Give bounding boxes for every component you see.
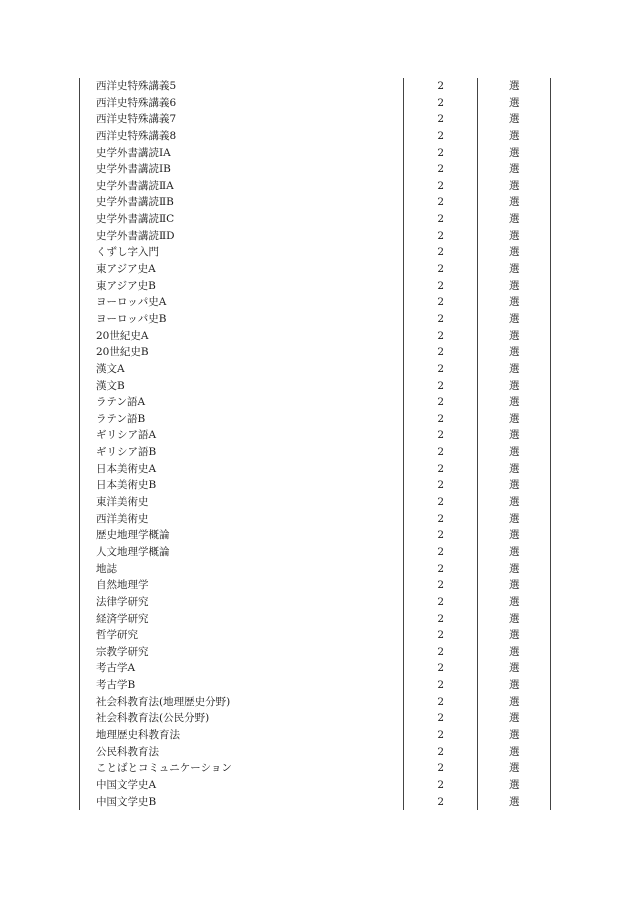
- course-name: 漢文A: [79, 361, 403, 378]
- table-row: [79, 378, 551, 395]
- course-type: 選: [477, 444, 551, 461]
- course-credits: 2: [403, 561, 478, 578]
- course-type: 選: [477, 561, 551, 578]
- table-row: [79, 694, 551, 711]
- course-name: 中国文学史B: [79, 794, 403, 811]
- course-credits: 2: [403, 677, 478, 694]
- table-row: [79, 611, 551, 628]
- course-credits: 2: [403, 111, 478, 128]
- table-row: [79, 710, 551, 727]
- course-type: 選: [477, 727, 551, 744]
- table-row: [79, 461, 551, 478]
- table-row: [79, 794, 551, 811]
- course-credits: 2: [403, 228, 478, 245]
- table-row: [79, 411, 551, 428]
- course-name: 経済学研究: [79, 611, 403, 628]
- course-type: 選: [477, 211, 551, 228]
- course-name: 考古学A: [79, 660, 403, 677]
- table-row: [79, 328, 551, 345]
- table-row: [79, 644, 551, 661]
- course-credits: 2: [403, 594, 478, 611]
- course-name: 史学外書講読ⅠA: [79, 145, 403, 162]
- course-credits: 2: [403, 411, 478, 428]
- course-type: 選: [477, 261, 551, 278]
- course-credits: 2: [403, 777, 478, 794]
- course-type: 選: [477, 511, 551, 528]
- course-name: 史学外書講読ⅡB: [79, 194, 403, 211]
- course-credits: 2: [403, 511, 478, 528]
- course-credits: 2: [403, 494, 478, 511]
- course-name: ことばとコミュニケーション: [79, 760, 403, 777]
- course-credits: 2: [403, 727, 478, 744]
- course-type: 選: [477, 311, 551, 328]
- course-type: 選: [477, 344, 551, 361]
- course-name: 日本美術史B: [79, 477, 403, 494]
- course-credits: 2: [403, 427, 478, 444]
- table-row: [79, 511, 551, 528]
- table-row: [79, 344, 551, 361]
- course-type: 選: [477, 544, 551, 561]
- course-name: 宗教学研究: [79, 644, 403, 661]
- course-type: 選: [477, 161, 551, 178]
- course-type: 選: [477, 744, 551, 761]
- course-name: 西洋美術史: [79, 511, 403, 528]
- table-row: [79, 278, 551, 295]
- course-name: 社会科教育法(地理歴史分野): [79, 694, 403, 711]
- course-type: 選: [477, 660, 551, 677]
- course-credits: 2: [403, 261, 478, 278]
- course-credits: 2: [403, 444, 478, 461]
- course-name: 西洋史特殊講義6: [79, 95, 403, 112]
- table-row: [79, 744, 551, 761]
- course-type: 選: [477, 777, 551, 794]
- course-type: 選: [477, 677, 551, 694]
- course-name: 漢文B: [79, 378, 403, 395]
- course-type: 選: [477, 145, 551, 162]
- course-name: 西洋史特殊講義7: [79, 111, 403, 128]
- course-credits: 2: [403, 361, 478, 378]
- course-credits: 2: [403, 311, 478, 328]
- course-name: 地誌: [79, 561, 403, 578]
- table-row: [79, 677, 551, 694]
- course-type: 選: [477, 494, 551, 511]
- course-type: 選: [477, 361, 551, 378]
- table-row: [79, 760, 551, 777]
- table-row: [79, 777, 551, 794]
- table-row: [79, 261, 551, 278]
- course-name: ラテン語B: [79, 411, 403, 428]
- course-credits: 2: [403, 145, 478, 162]
- course-name: 東アジア史B: [79, 278, 403, 295]
- course-name: 考古学B: [79, 677, 403, 694]
- course-type: 選: [477, 278, 551, 295]
- course-name: 公民科教育法: [79, 744, 403, 761]
- course-credits: 2: [403, 760, 478, 777]
- course-table: [79, 78, 551, 810]
- table-row: [79, 394, 551, 411]
- table-row: [79, 111, 551, 128]
- table-row: [79, 427, 551, 444]
- course-type: 選: [477, 627, 551, 644]
- course-name: 人文地理学概論: [79, 544, 403, 561]
- course-type: 選: [477, 194, 551, 211]
- course-type: 選: [477, 794, 551, 811]
- course-credits: 2: [403, 78, 478, 95]
- course-type: 選: [477, 328, 551, 345]
- table-row: [79, 444, 551, 461]
- course-name: 東洋美術史: [79, 494, 403, 511]
- table-row: [79, 477, 551, 494]
- course-credits: 2: [403, 644, 478, 661]
- course-credits: 2: [403, 194, 478, 211]
- course-type: 選: [477, 228, 551, 245]
- table-row: [79, 577, 551, 594]
- table-row: [79, 594, 551, 611]
- table-row: [79, 294, 551, 311]
- table-row: [79, 544, 551, 561]
- course-type: 選: [477, 78, 551, 95]
- course-credits: 2: [403, 244, 478, 261]
- course-type: 選: [477, 577, 551, 594]
- course-type: 選: [477, 178, 551, 195]
- course-credits: 2: [403, 744, 478, 761]
- course-type: 選: [477, 378, 551, 395]
- table-row: [79, 128, 551, 145]
- course-type: 選: [477, 244, 551, 261]
- course-name: 哲学研究: [79, 627, 403, 644]
- course-name: 社会科教育法(公民分野): [79, 710, 403, 727]
- course-credits: 2: [403, 128, 478, 145]
- table-row: [79, 361, 551, 378]
- course-type: 選: [477, 594, 551, 611]
- course-credits: 2: [403, 211, 478, 228]
- course-name: 自然地理学: [79, 577, 403, 594]
- course-type: 選: [477, 527, 551, 544]
- course-credits: 2: [403, 294, 478, 311]
- course-credits: 2: [403, 161, 478, 178]
- table-row: [79, 178, 551, 195]
- course-credits: 2: [403, 544, 478, 561]
- course-name: 20世紀史A: [79, 328, 403, 345]
- course-name: 20世紀史B: [79, 344, 403, 361]
- course-name: 西洋史特殊講義8: [79, 128, 403, 145]
- course-type: 選: [477, 128, 551, 145]
- course-type: 選: [477, 427, 551, 444]
- table-row: [79, 194, 551, 211]
- course-credits: 2: [403, 278, 478, 295]
- table-row: [79, 494, 551, 511]
- course-type: 選: [477, 644, 551, 661]
- course-name: ギリシア語A: [79, 427, 403, 444]
- course-credits: 2: [403, 178, 478, 195]
- course-name: 西洋史特殊講義5: [79, 78, 403, 95]
- course-credits: 2: [403, 694, 478, 711]
- table-row: [79, 161, 551, 178]
- course-name: 法律学研究: [79, 594, 403, 611]
- table-row: [79, 311, 551, 328]
- course-credits: 2: [403, 611, 478, 628]
- course-credits: 2: [403, 344, 478, 361]
- course-type: 選: [477, 694, 551, 711]
- table-row: [79, 211, 551, 228]
- course-name: 史学外書講読ⅡD: [79, 228, 403, 245]
- course-type: 選: [477, 95, 551, 112]
- table-row: [79, 561, 551, 578]
- course-credits: 2: [403, 527, 478, 544]
- table-row: [79, 660, 551, 677]
- table-row: [79, 244, 551, 261]
- course-credits: 2: [403, 477, 478, 494]
- course-type: 選: [477, 411, 551, 428]
- course-name: ヨーロッパ史A: [79, 294, 403, 311]
- course-credits: 2: [403, 394, 478, 411]
- course-name: くずし字入門: [79, 244, 403, 261]
- table-row: [79, 228, 551, 245]
- table-row: [79, 95, 551, 112]
- course-type: 選: [477, 710, 551, 727]
- course-name: 日本美術史A: [79, 461, 403, 478]
- course-type: 選: [477, 611, 551, 628]
- course-name: 中国文学史A: [79, 777, 403, 794]
- course-name: 東アジア史A: [79, 261, 403, 278]
- course-name: 歴史地理学概論: [79, 527, 403, 544]
- course-type: 選: [477, 760, 551, 777]
- table-row: [79, 727, 551, 744]
- table-row: [79, 527, 551, 544]
- course-credits: 2: [403, 710, 478, 727]
- course-name: 史学外書講読ⅡA: [79, 178, 403, 195]
- course-credits: 2: [403, 328, 478, 345]
- course-type: 選: [477, 477, 551, 494]
- course-type: 選: [477, 111, 551, 128]
- course-credits: 2: [403, 660, 478, 677]
- course-credits: 2: [403, 461, 478, 478]
- course-name: 史学外書講読ⅠB: [79, 161, 403, 178]
- course-name: 史学外書講読ⅡC: [79, 211, 403, 228]
- course-name: 地理歴史科教育法: [79, 727, 403, 744]
- table-row: [79, 627, 551, 644]
- course-type: 選: [477, 461, 551, 478]
- course-credits: 2: [403, 95, 478, 112]
- course-name: ヨーロッパ史B: [79, 311, 403, 328]
- course-name: ラテン語A: [79, 394, 403, 411]
- table-row: [79, 78, 551, 95]
- course-credits: 2: [403, 627, 478, 644]
- course-type: 選: [477, 294, 551, 311]
- course-credits: 2: [403, 794, 478, 811]
- course-name: ギリシア語B: [79, 444, 403, 461]
- course-type: 選: [477, 394, 551, 411]
- course-credits: 2: [403, 378, 478, 395]
- table-row: [79, 145, 551, 162]
- course-credits: 2: [403, 577, 478, 594]
